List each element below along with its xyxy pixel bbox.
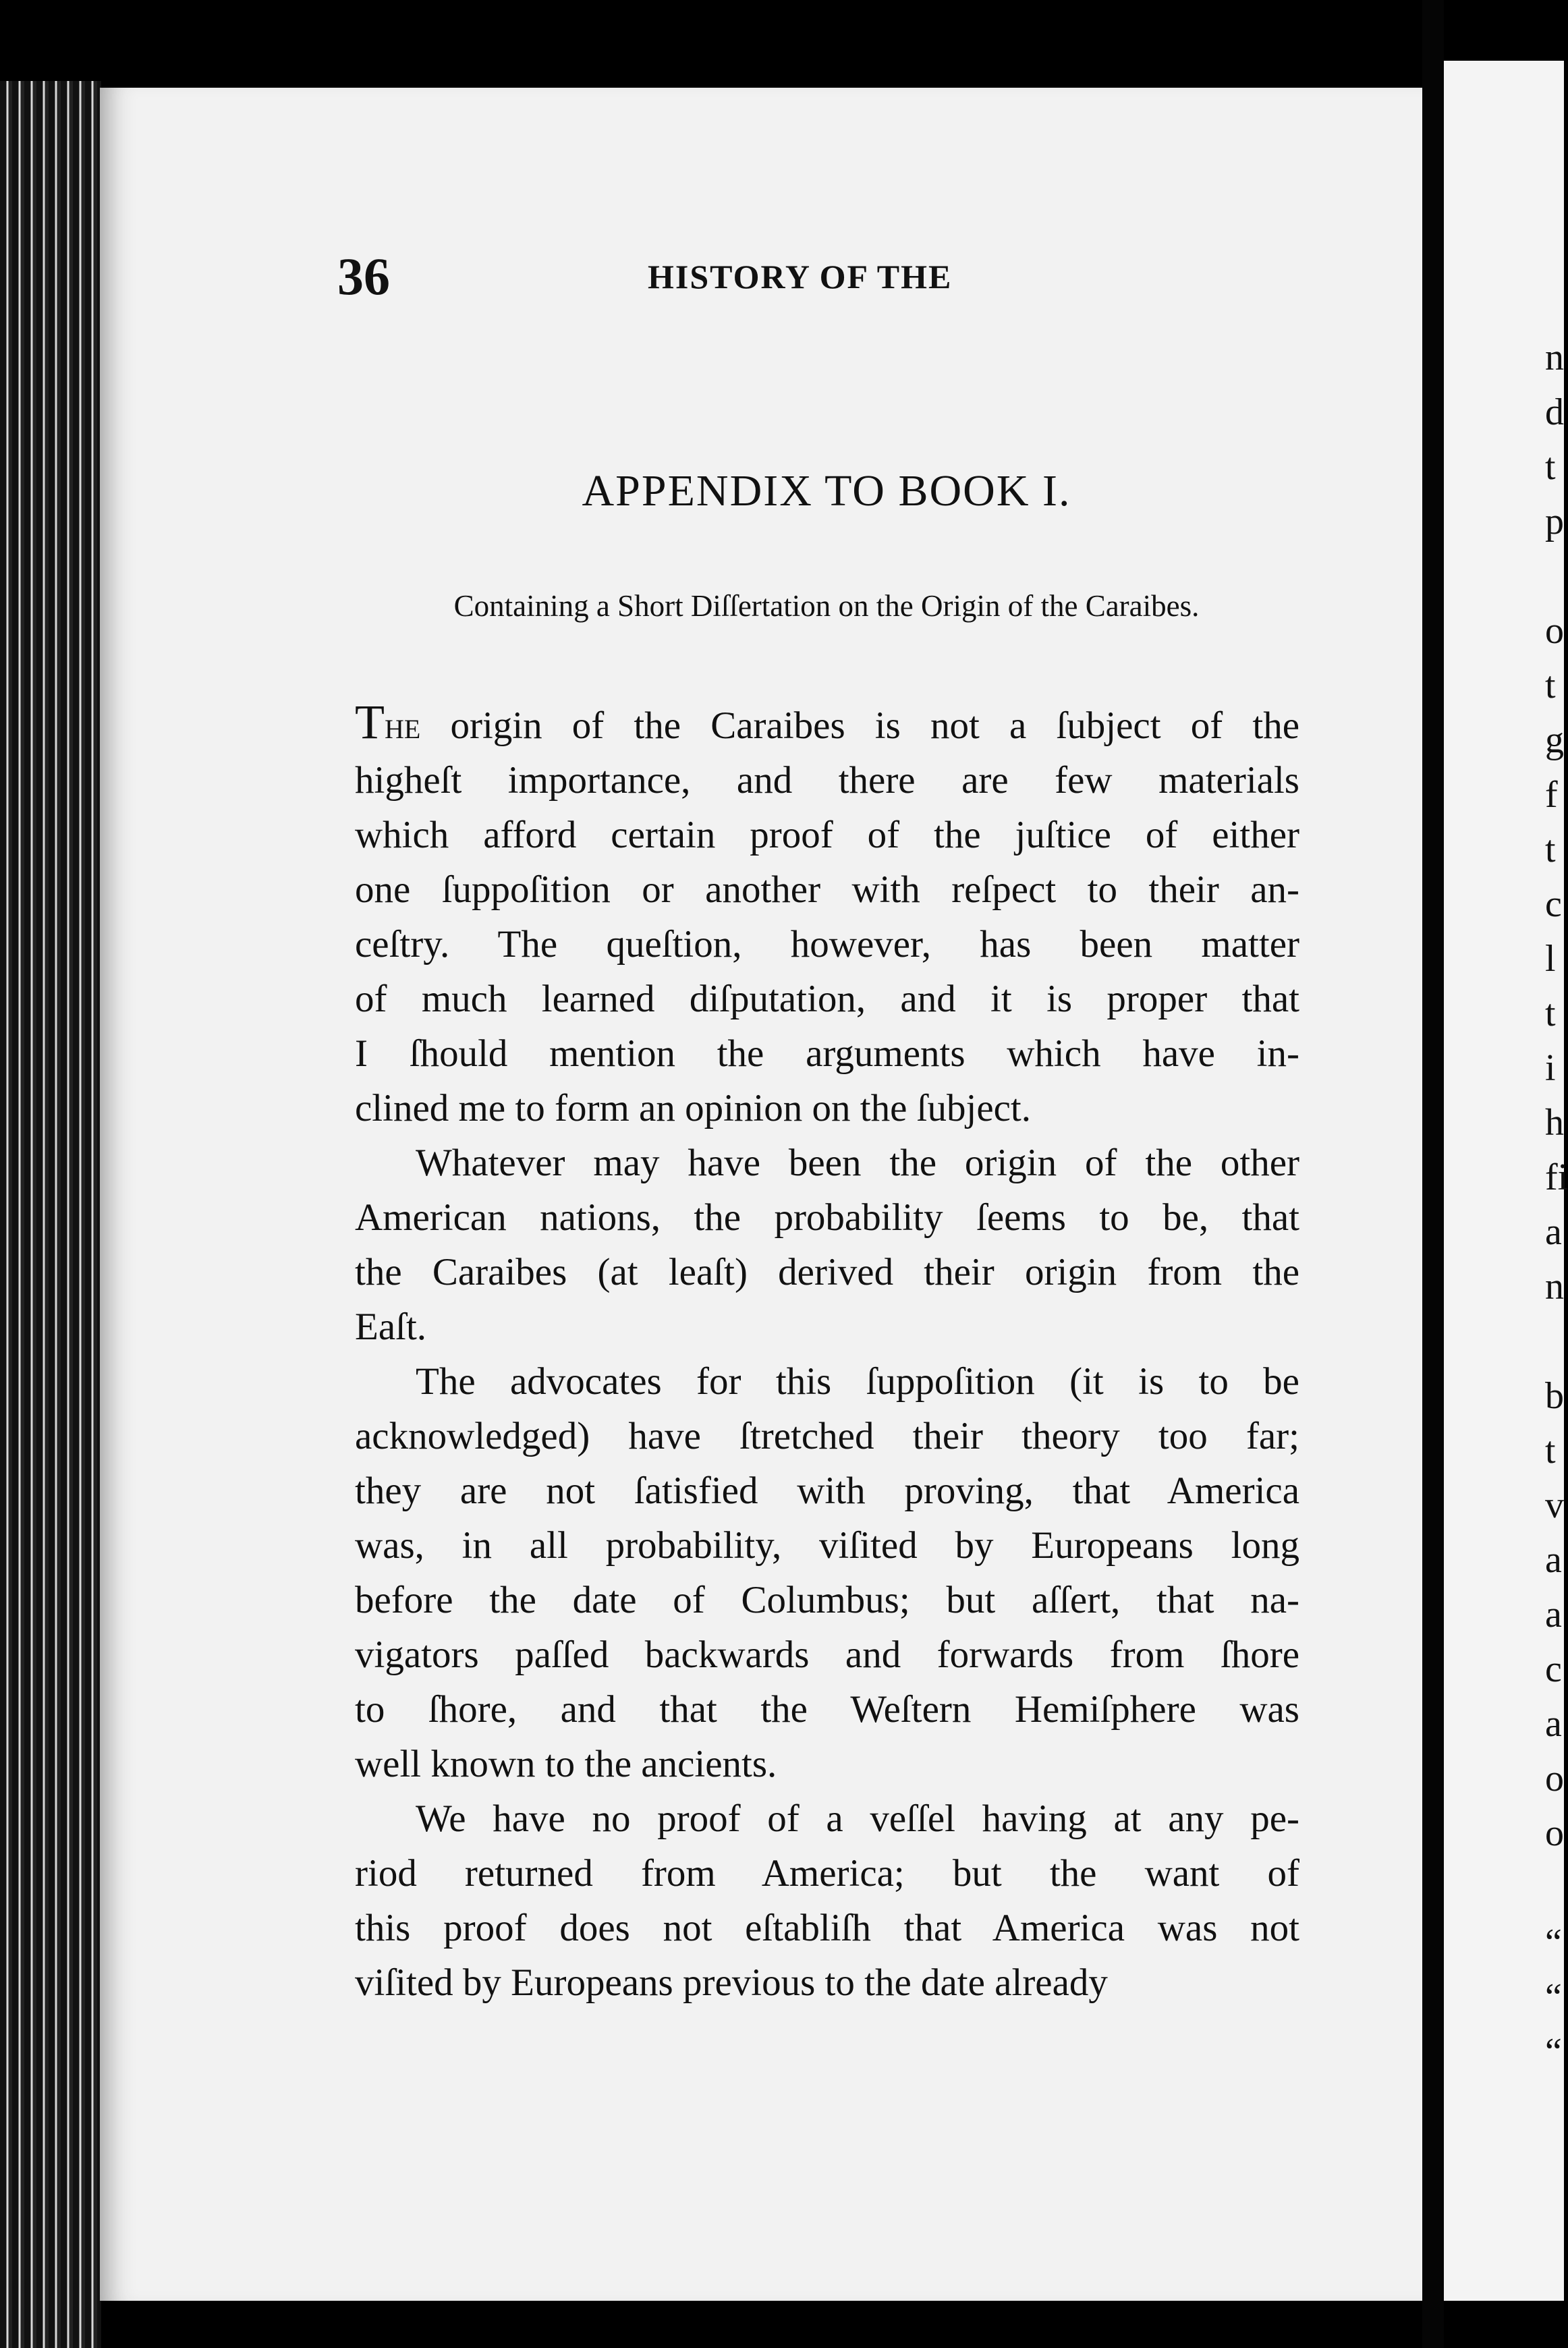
facing-page-letter <box>1545 549 1568 604</box>
page-header <box>337 246 1349 306</box>
text-line: which afford certain proof of the juſtice of either <box>355 814 1299 856</box>
text-line: they are not ſatisfied with proving, that America <box>355 1470 1299 1512</box>
facing-page-letter: n <box>1545 1266 1564 1308</box>
facing-page-letter: c <box>1545 883 1562 925</box>
text-line: Eaſt. <box>355 1306 427 1348</box>
facing-page-letter: “ <box>1545 1922 1562 1963</box>
facing-page-letter: c <box>1545 1648 1562 1690</box>
facing-page-letter: f <box>1545 774 1558 816</box>
facing-page-letter: t <box>1545 1430 1556 1472</box>
text-line: before the date of Columbus; but aſſert, that na- <box>355 1579 1299 1621</box>
paragraph <box>355 1136 1299 1354</box>
facing-page-letters <box>1545 331 1568 2079</box>
facing-page-letter: t <box>1545 829 1556 870</box>
text-line: clined me to form an opinion on the ſubject. <box>355 1087 1032 1129</box>
facing-page-letter: v <box>1545 1484 1564 1526</box>
paragraph <box>355 1791 1299 2010</box>
first-word-rest: he <box>384 704 421 747</box>
text-line: We have no proof of a veſſel having at any pe- <box>416 1797 1299 1840</box>
facing-page-letter: a <box>1545 1539 1562 1581</box>
facing-page-letter: o <box>1545 1758 1564 1799</box>
facing-page-letter: n <box>1545 337 1564 379</box>
text-line: this proof does not eſtabliſh that America was not <box>355 1907 1299 1949</box>
facing-page-letter: a <box>1545 1211 1562 1253</box>
facing-page-letter: t <box>1545 993 1556 1034</box>
facing-page-letter: a <box>1545 1594 1562 1636</box>
text-line: The advocates for this ſuppoſition (it is to be <box>416 1360 1299 1403</box>
text-line: acknowledged) have ſtretched their theory too far; <box>355 1415 1299 1457</box>
paragraph <box>355 695 1299 1136</box>
page-edge-stack <box>0 81 101 2348</box>
first-line-text: origin of the Caraibes is not a ſubject of the <box>420 704 1299 747</box>
text-line: of much learned diſputation, and it is proper that <box>355 978 1299 1020</box>
text-line: ceſtry. The queſtion, however, has been matter <box>355 923 1299 966</box>
text-line: to ſhore, and that the Weſtern Hemiſphere was <box>355 1688 1299 1731</box>
facing-page-letter: d <box>1545 391 1564 433</box>
text-line: was, in all probability, viſited by Europeans long <box>355 1524 1299 1567</box>
drop-cap: T <box>355 695 385 749</box>
appendix-subtitle: Containing a Short Diſſertation on the Origin of the Caraibes. <box>453 589 1200 623</box>
appendix-title: APPENDIX TO BOOK I. <box>582 466 1071 515</box>
facing-page-letter <box>1545 1314 1568 1369</box>
text-line: viſited by Europeans previous to the date already <box>355 1961 1108 2004</box>
text-line: American nations, the probability ſeems to be, that <box>355 1196 1299 1239</box>
facing-page-letter: l <box>1545 938 1556 980</box>
facing-page-letter: o <box>1545 610 1564 652</box>
text-line: I ſhould mention the arguments which have in- <box>355 1032 1299 1075</box>
text-line: well known to the ancients. <box>355 1743 777 1785</box>
facing-page-letter: t <box>1545 446 1556 488</box>
text-line: Whatever may have been the origin of the other <box>416 1142 1299 1184</box>
text-line: higheſt importance, and there are few materials <box>355 759 1299 802</box>
facing-page-letter: b <box>1545 1375 1564 1417</box>
paragraph <box>355 1354 1299 1791</box>
text-line <box>355 695 1299 753</box>
body-text <box>355 695 1299 2010</box>
facing-page-letter: o <box>1545 1812 1564 1854</box>
facing-page-letter: “ <box>1545 1976 1562 2018</box>
facing-page-letter: fi <box>1545 1156 1568 1198</box>
facing-page-letter: a <box>1545 1703 1562 1745</box>
book-gutter <box>1422 0 1444 2348</box>
facing-page-letter: p <box>1545 501 1564 542</box>
facing-page-letter: i <box>1545 1047 1556 1089</box>
text-line: one ſuppoſition or another with reſpect to their an- <box>355 868 1299 911</box>
facing-page-letter: h <box>1545 1102 1564 1144</box>
running-head: HISTORY OF THE <box>648 258 953 296</box>
text-line: riod returned from America; but the want of <box>355 1852 1299 1895</box>
text-line: the Caraibes (at leaſt) derived their origin from the <box>355 1251 1299 1293</box>
facing-page-letter: t <box>1545 665 1556 706</box>
page-number: 36 <box>337 247 390 306</box>
facing-page-letter: “ <box>1545 2031 1562 2073</box>
facing-page-letter: g <box>1545 719 1564 761</box>
facing-page-letter <box>1545 1861 1568 1916</box>
text-line: vigators paſſed backwards and forwards from ſhore <box>355 1633 1299 1676</box>
